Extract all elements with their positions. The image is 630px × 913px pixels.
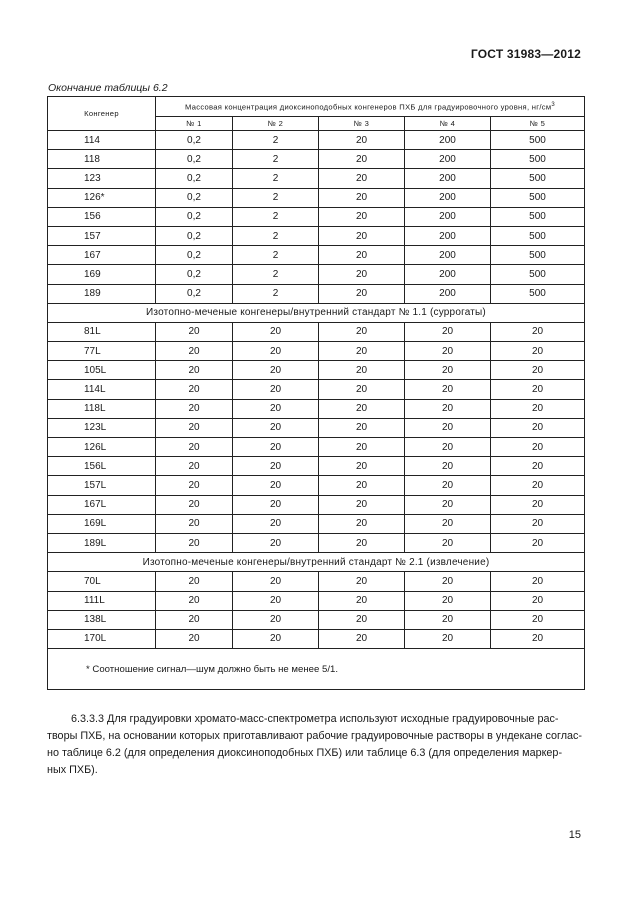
paragraph-line: но таблице 6.2 (для определения диоксиноподобных ПХБ) или таблице 6.3 (для определения маркер-	[47, 747, 563, 759]
value-cell: 20	[319, 629, 405, 648]
section-row	[48, 553, 585, 572]
congener-cell: 157	[48, 226, 156, 245]
value-cell: 2	[233, 169, 319, 188]
table-row	[48, 342, 585, 361]
value-cell: 500	[491, 150, 585, 169]
value-cell: 20	[156, 438, 233, 457]
value-cell: 2	[233, 246, 319, 265]
value-cell: 20	[405, 514, 491, 533]
header-level-1: № 1	[156, 117, 233, 131]
value-cell: 20	[319, 246, 405, 265]
congener-cell: 118L	[48, 399, 156, 418]
value-cell: 0,2	[156, 131, 233, 150]
table-caption: Окончание таблицы 6.2	[48, 82, 168, 94]
table-row	[48, 226, 585, 245]
table-footnote: * Соотношение сигнал—шум должно быть не менее 5/1.	[48, 649, 585, 690]
value-cell: 200	[405, 169, 491, 188]
table-body	[48, 131, 585, 690]
value-cell: 20	[233, 514, 319, 533]
value-cell: 20	[156, 610, 233, 629]
congener-cell: 138L	[48, 610, 156, 629]
value-cell: 500	[491, 188, 585, 207]
table-row	[48, 150, 585, 169]
value-cell: 20	[319, 514, 405, 533]
value-cell: 20	[491, 380, 585, 399]
value-cell: 20	[491, 322, 585, 341]
table-row	[48, 629, 585, 648]
value-cell: 20	[233, 533, 319, 552]
congener-cell: 189	[48, 284, 156, 303]
value-cell: 2	[233, 265, 319, 284]
table-row	[48, 476, 585, 495]
value-cell: 20	[405, 438, 491, 457]
value-cell: 20	[319, 418, 405, 437]
value-cell: 20	[156, 629, 233, 648]
value-cell: 20	[405, 591, 491, 610]
header-concentration-sup: 3	[551, 101, 555, 108]
value-cell: 20	[405, 610, 491, 629]
congener-cell: 156	[48, 207, 156, 226]
value-cell: 20	[319, 361, 405, 380]
header-level-5: № 5	[491, 117, 585, 131]
value-cell: 20	[319, 226, 405, 245]
value-cell: 20	[233, 591, 319, 610]
value-cell: 200	[405, 131, 491, 150]
table-row	[48, 188, 585, 207]
table-row	[48, 207, 585, 226]
value-cell: 2	[233, 284, 319, 303]
congener-cell: 126L	[48, 438, 156, 457]
value-cell: 20	[319, 438, 405, 457]
value-cell: 0,2	[156, 226, 233, 245]
table-row	[48, 265, 585, 284]
value-cell: 20	[156, 533, 233, 552]
value-cell: 20	[156, 322, 233, 341]
value-cell: 20	[491, 418, 585, 437]
value-cell: 200	[405, 284, 491, 303]
value-cell: 2	[233, 150, 319, 169]
value-cell: 200	[405, 226, 491, 245]
value-cell: 500	[491, 131, 585, 150]
value-cell: 20	[491, 399, 585, 418]
section-heading: Изотопно-меченые конгенеры/внутренний стандарт № 2.1 (извлечение)	[48, 553, 585, 572]
header-level-2: № 2	[233, 117, 319, 131]
value-cell: 20	[233, 629, 319, 648]
value-cell: 500	[491, 207, 585, 226]
value-cell: 20	[319, 457, 405, 476]
value-cell: 20	[233, 572, 319, 591]
value-cell: 20	[156, 476, 233, 495]
value-cell: 20	[491, 591, 585, 610]
value-cell: 2	[233, 226, 319, 245]
table-row	[48, 533, 585, 552]
congener-cell: 81L	[48, 322, 156, 341]
value-cell: 20	[405, 418, 491, 437]
value-cell: 2	[233, 207, 319, 226]
value-cell: 20	[491, 361, 585, 380]
value-cell: 20	[405, 572, 491, 591]
paragraph-line: ных ПХБ).	[47, 764, 98, 776]
value-cell: 20	[491, 457, 585, 476]
congener-cell: 167	[48, 246, 156, 265]
value-cell: 0,2	[156, 246, 233, 265]
table-row	[48, 610, 585, 629]
value-cell: 20	[405, 629, 491, 648]
table-row	[48, 514, 585, 533]
value-cell: 200	[405, 150, 491, 169]
congener-cell: 118	[48, 150, 156, 169]
value-cell: 20	[156, 457, 233, 476]
value-cell: 0,2	[156, 207, 233, 226]
table-row	[48, 495, 585, 514]
value-cell: 20	[491, 514, 585, 533]
value-cell: 20	[233, 342, 319, 361]
congener-cell: 169	[48, 265, 156, 284]
value-cell: 0,2	[156, 169, 233, 188]
value-cell: 20	[319, 399, 405, 418]
table-row	[48, 457, 585, 476]
value-cell: 20	[319, 533, 405, 552]
table-row	[48, 361, 585, 380]
value-cell: 20	[319, 322, 405, 341]
congener-cell: 77L	[48, 342, 156, 361]
value-cell: 20	[405, 322, 491, 341]
value-cell: 500	[491, 169, 585, 188]
header-level-4: № 4	[405, 117, 491, 131]
value-cell: 2	[233, 188, 319, 207]
value-cell: 20	[319, 150, 405, 169]
value-cell: 20	[156, 399, 233, 418]
value-cell: 20	[233, 361, 319, 380]
value-cell: 20	[319, 131, 405, 150]
congener-cell: 105L	[48, 361, 156, 380]
value-cell: 20	[319, 265, 405, 284]
value-cell: 20	[233, 495, 319, 514]
value-cell: 20	[156, 514, 233, 533]
header-level-3: № 3	[319, 117, 405, 131]
congener-cell: 156L	[48, 457, 156, 476]
table-row	[48, 246, 585, 265]
value-cell: 20	[233, 457, 319, 476]
value-cell: 20	[405, 495, 491, 514]
value-cell: 20	[319, 380, 405, 399]
table-row	[48, 380, 585, 399]
value-cell: 20	[156, 342, 233, 361]
congener-cell: 157L	[48, 476, 156, 495]
table-row	[48, 399, 585, 418]
body-paragraph	[47, 711, 581, 779]
value-cell: 20	[156, 591, 233, 610]
congener-cell: 169L	[48, 514, 156, 533]
table-row	[48, 591, 585, 610]
section-row	[48, 303, 585, 322]
value-cell: 20	[319, 188, 405, 207]
value-cell: 20	[233, 438, 319, 457]
value-cell: 20	[156, 572, 233, 591]
value-cell: 500	[491, 246, 585, 265]
value-cell: 20	[156, 380, 233, 399]
value-cell: 20	[405, 399, 491, 418]
section-heading: Изотопно-меченые конгенеры/внутренний стандарт № 1.1 (суррогаты)	[48, 303, 585, 322]
value-cell: 500	[491, 265, 585, 284]
value-cell: 20	[319, 207, 405, 226]
value-cell: 2	[233, 131, 319, 150]
value-cell: 0,2	[156, 150, 233, 169]
value-cell: 20	[233, 418, 319, 437]
table-row	[48, 438, 585, 457]
value-cell: 20	[156, 495, 233, 514]
value-cell: 20	[491, 342, 585, 361]
value-cell: 20	[405, 342, 491, 361]
value-cell: 20	[491, 438, 585, 457]
value-cell: 20	[405, 361, 491, 380]
calibration-table	[47, 96, 585, 690]
table-row	[48, 284, 585, 303]
congener-cell: 70L	[48, 572, 156, 591]
value-cell: 500	[491, 284, 585, 303]
table-row	[48, 131, 585, 150]
paragraph-line: 6.3.3.3 Для градуировки хромато-масс-спектрометра используют исходные градуировочные рас-	[71, 713, 559, 725]
header-concentration-text: Массовая концентрация диоксиноподобных конгенеров ПХБ для градуировочного уровня, нг/см	[184, 102, 552, 112]
value-cell: 20	[405, 380, 491, 399]
table-row	[48, 572, 585, 591]
table-row	[48, 322, 585, 341]
value-cell: 0,2	[156, 265, 233, 284]
value-cell: 20	[491, 572, 585, 591]
value-cell: 20	[319, 610, 405, 629]
page-number: 15	[568, 829, 581, 841]
value-cell: 20	[233, 476, 319, 495]
congener-cell: 126*	[48, 188, 156, 207]
value-cell: 0,2	[156, 188, 233, 207]
gost-header: ГОСТ 31983—2012	[470, 47, 581, 61]
value-cell: 0,2	[156, 284, 233, 303]
value-cell: 20	[491, 629, 585, 648]
value-cell: 200	[405, 188, 491, 207]
congener-cell: 170L	[48, 629, 156, 648]
header-congener: Конгенер	[48, 97, 156, 131]
value-cell: 20	[319, 169, 405, 188]
value-cell: 20	[319, 476, 405, 495]
congener-cell: 123L	[48, 418, 156, 437]
value-cell: 20	[156, 361, 233, 380]
congener-cell: 167L	[48, 495, 156, 514]
value-cell: 20	[491, 476, 585, 495]
value-cell: 20	[491, 610, 585, 629]
value-cell: 20	[405, 457, 491, 476]
table-row	[48, 169, 585, 188]
congener-cell: 111L	[48, 591, 156, 610]
value-cell: 200	[405, 207, 491, 226]
congener-cell: 123	[48, 169, 156, 188]
paragraph-line: творы ПХБ, на основании которых приготавливают рабочие градуировочные растворы в ундекане соглас-	[47, 730, 583, 742]
header-concentration	[156, 97, 585, 117]
value-cell: 20	[319, 572, 405, 591]
value-cell: 20	[233, 322, 319, 341]
value-cell: 200	[405, 246, 491, 265]
footnote-row	[48, 649, 585, 690]
value-cell: 20	[319, 342, 405, 361]
value-cell: 20	[405, 533, 491, 552]
congener-cell: 114L	[48, 380, 156, 399]
value-cell: 500	[491, 226, 585, 245]
congener-cell: 189L	[48, 533, 156, 552]
congener-cell: 114	[48, 131, 156, 150]
value-cell: 20	[233, 380, 319, 399]
value-cell: 20	[233, 399, 319, 418]
value-cell: 20	[233, 610, 319, 629]
value-cell: 20	[319, 591, 405, 610]
value-cell: 200	[405, 265, 491, 284]
value-cell: 20	[405, 476, 491, 495]
value-cell: 20	[491, 495, 585, 514]
value-cell: 20	[319, 284, 405, 303]
value-cell: 20	[319, 495, 405, 514]
value-cell: 20	[491, 533, 585, 552]
value-cell: 20	[156, 418, 233, 437]
table-row	[48, 418, 585, 437]
